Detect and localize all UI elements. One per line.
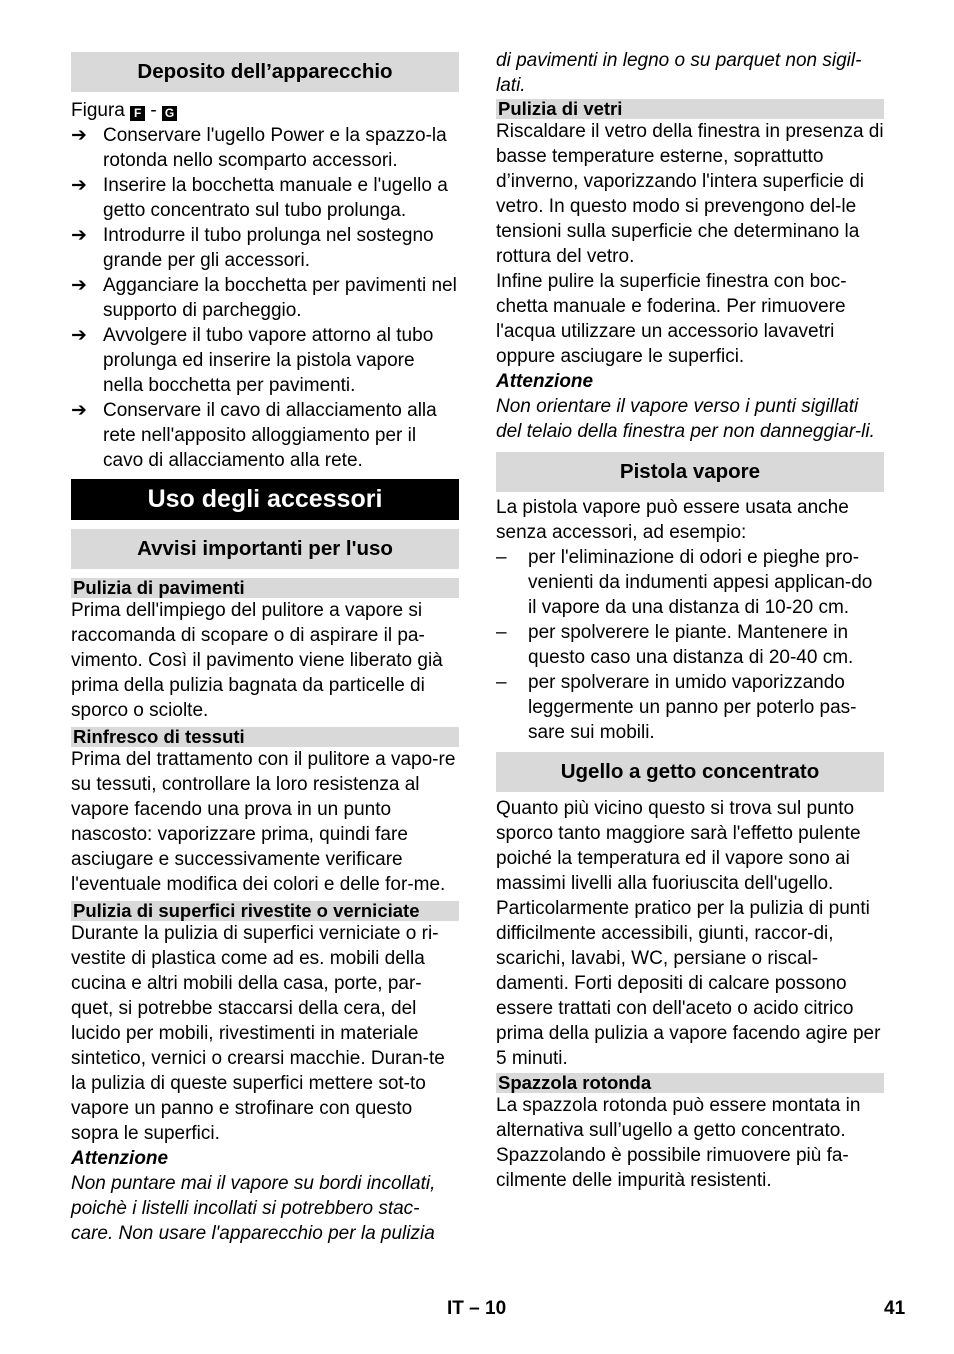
superfici-text: Durante la pulizia di superfici verniciate o ri-vestite di plastica come ad es. mobili della cucina e altri mobili della casa, porte, par-quet, si potrebbe staccarsi della cera, del lucido per mobili, rivestimenti in materiale sintetico, vernici o crearsi macchie. Duran-te la pulizia di queste superfici mettere sot-to vapore un panno e strofinare con questo sopra le superfici. [71,923,445,1144]
continuation-text: di pavimenti in legno o su parquet non sigil-lati. [496,50,862,96]
subheading-superfici: Pulizia di superfici rivestite o verniciate [71,901,459,921]
pistola-intro: La pistola vapore può essere usata anche senza accessori, ad esempio: [496,497,849,543]
figure-g-badge: G [162,106,177,121]
list-item: ➔ Conservare l'ugello Power e la spazzo-la rotonda nello scomparto accessori. [71,125,447,171]
dash-icon: – [496,547,507,568]
subheading-vetri: Pulizia di vetri [496,99,884,119]
attention-label: Attenzione [71,1148,169,1169]
attention-text: Non orientare il vapore verso i punti sigillati del telaio della finestra per non danneggiar-li. [496,396,875,442]
footer-page-number: 41 [884,1298,906,1319]
arrow-icon: ➔ [71,325,87,346]
dash-icon: – [496,672,507,693]
section-heading-deposito: Deposito dell’apparecchio [71,52,459,92]
vetri-text-2: Infine pulire la superficie finestra con boc-chetta manuale e foderina. Per rimuovere l'acqua utilizzare un accessorio lavavetri oppure asciugare le superfici. [496,271,847,367]
figure-f-badge: F [130,106,145,121]
attention-label: Attenzione [496,371,594,392]
list-item: – per spolverare in umido vaporizzando leggermente un panno per poterlo pas-sare sui mobili. [496,672,857,743]
arrow-icon: ➔ [71,125,87,146]
arrow-icon: ➔ [71,225,87,246]
list-item: ➔ Avvolgere il tubo vapore attorno al tubo prolunga ed inserire la pistola vapore nella bocchetta per pavimenti. [71,325,434,396]
dash-icon: – [496,622,507,643]
pistola-uses-list [496,545,884,745]
right-column [496,48,884,1193]
list-item: – per spolverere le piante. Mantenere in questo caso una distanza di 20-40 cm. [496,622,854,668]
attention-text: Non puntare mai il vapore su bordi incollati, poichè i listelli incollati si potrebbero stac-care. Non usare l'apparecchio per la pulizia [71,1173,436,1244]
subheading-tessuti: Rinfresco di tessuti [71,727,459,747]
arrow-icon: ➔ [71,275,87,296]
list-item: – per l'eliminazione di odori e pieghe pro-venienti da indumenti appesi applican-do il vapore da una distanza di 10-20 cm. [496,547,873,618]
tessuti-text: Prima del trattamento con il pulitore a vapo-re su tessuti, controllare la loro resistenza al vapore facendo una prova in un punto nascosto: vaporizzare prima, quindi fare asciugare e successivamente verificare l'eventuale modifica dei colori e delle for-me. [71,749,456,895]
left-column [71,48,459,1246]
figure-reference: Figura F - G [71,98,459,123]
footer-language-page: IT – 10 [447,1298,507,1319]
storage-steps-list [71,123,459,473]
list-item: ➔ Conservare il cavo di allacciamento alla rete nell'apposito alloggiamento per il cavo di allacciamento alla rete. [71,400,437,471]
list-item: ➔ Agganciare la bocchetta per pavimenti nel supporto di parcheggio. [71,275,457,321]
ugello-text: Quanto più vicino questo si trova sul punto sporco tanto maggiore sarà l'effetto pulente poiché la temperatura ed il vapore sono ai massimi livelli alla fuoriuscita dell'ugello. Particolarmente pratico per la pulizia di punti difficilmente accessibili, giunti, raccor-di, scarichi, lavabi, WC, persiane o riscal-damenti. Forti depositi di calcare possono essere trattati con dell'aceto o acido citrico prima della pulizia a vapore facendo agire per 5 minuti. [496,798,881,1069]
list-item: ➔ Introdurre il tubo prolunga nel sostegno grande per gli accessori. [71,225,434,271]
section-heading-ugello: Ugello a getto concentrato [496,752,884,792]
section-heading-pistola: Pistola vapore [496,452,884,492]
spazzola-text: La spazzola rotonda può essere montata in alternativa sull’ugello a getto concentrato. Spazzolando è possibile rimuovere più fa-cilmente delle impurità resistenti. [496,1095,861,1191]
arrow-icon: ➔ [71,175,87,196]
chapter-heading-uso-accessori: Uso degli accessori [71,479,459,520]
section-heading-avvisi: Avvisi importanti per l'uso [71,529,459,569]
arrow-icon: ➔ [71,400,87,421]
pavimenti-text: Prima dell'impiego del pulitore a vapore si raccomanda di scopare o di aspirare il pa-vimento. Così il pavimento viene liberato già prima della pulizia bagnata da particelle di sporco o sciolte. [71,600,443,721]
list-item: ➔ Inserire la bocchetta manuale e l'ugello a getto concentrato sul tubo prolunga. [71,175,448,221]
subheading-spazzola: Spazzola rotonda [496,1073,884,1093]
vetri-text-1: Riscaldare il vetro della finestra in presenza di basse temperature esterne, soprattutto d’inverno, vaporizzando l'intera superficie di vetro. In questo modo si prevengono del-le tensioni sulla superficie che determinano la rottura del vetro. [496,121,884,267]
subheading-pavimenti: Pulizia di pavimenti [71,578,459,598]
